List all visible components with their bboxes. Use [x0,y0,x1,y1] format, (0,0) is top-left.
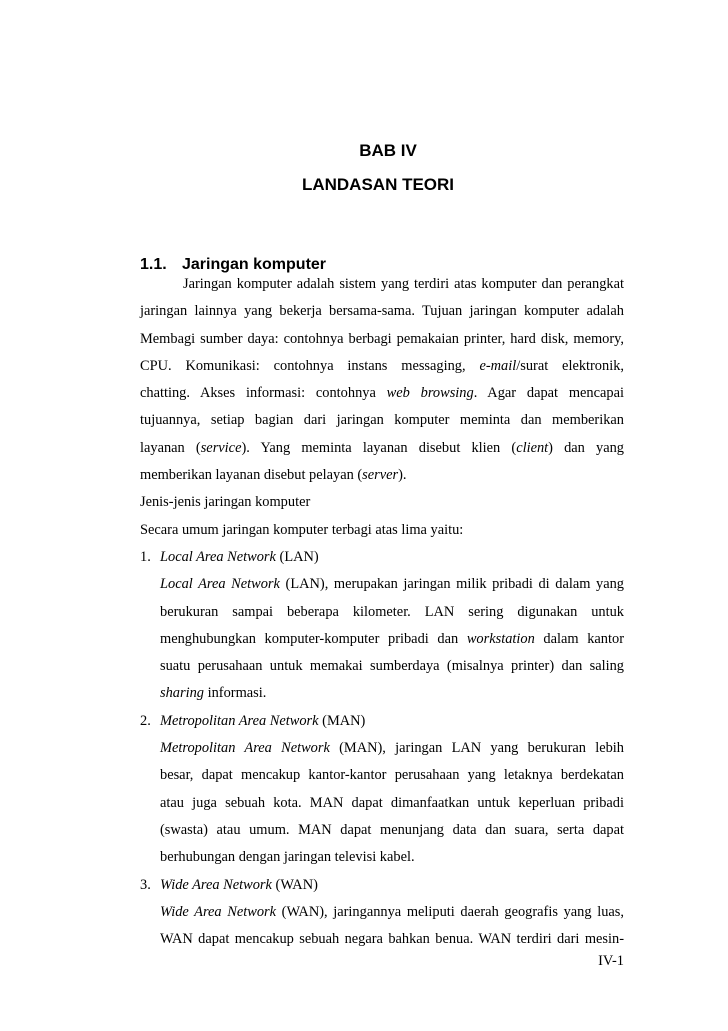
list-item-heading: 2. Metropolitan Area Network (MAN) [140,708,624,735]
section-title: Jaringan komputer [182,256,327,273]
paragraph-line: tujuannya, setiap bagian dari jaringan komputer meminta dan memberikan [140,412,624,429]
chapter-label: BAB IV [359,141,417,160]
list-item-body: Metropolitan Area Network (MAN), jaringan LAN yang berukuran lebih besar, dapat mencakup kantor-kantor perusahaan yang letaknya berdekatan atau juga sebuah kota. MAN dapat dimanfaatkan untuk keperluan pribadi (swasta) atau umum. MAN dapat menunjang data dan suara, serta dapat berhubungan dengan jaringan televisi kabel. [160,740,624,866]
paragraph-line: Jaringan komputer adalah sistem yang terdiri atas komputer dan perangkat [183,276,624,292]
paragraph-line: CPU. Komunikasi: contohnya instans messaging, e-mail/surat elektronik, [140,357,624,374]
list-item-heading: 3. Wide Area Network (WAN) [140,872,624,899]
paragraph-line: Membagi sumber daya: contohnya berbagi pemakaian printer, hard disk, memory, [140,330,624,347]
list-item-body: Wide Area Network (WAN), jaringannya meliputi daerah geografis yang luas, WAN dapat mencakup sebuah negara bahkan benua. WAN terdiri dari mesin- [160,903,624,948]
paragraph-line: chatting. Akses informasi: contohnya web browsing. Agar dapat mencapai [140,385,624,402]
list-marker: 3. [140,876,151,893]
body-text [140,271,624,953]
page-number: IV-1 [598,953,624,969]
paragraph-line: memberikan layanan disebut pelayan (server). [140,467,407,484]
list-marker: 2. [140,712,151,729]
types-intro: Secara umum jaringan komputer terbagi atas lima yaitu: [140,521,464,538]
list-marker: 1. [140,548,151,565]
chapter-title: LANDASAN TEORI [301,175,455,194]
list-item-heading: 1. Local Area Network (LAN) [140,544,624,571]
section-number: 1.1. [140,256,167,273]
list-item-body: Local Area Network (LAN), merupakan jaringan milik pribadi di dalam yang berukuran sampai beberapa kilometer. LAN sering digunakan untuk menghubungkan komputer-komputer pribadi dan workstation dalam kantor suatu perusahaan untuk memakai sumberdaya (misalnya printer) dan saling sharing informasi. [160,576,625,702]
types-heading: Jenis-jenis jaringan komputer [140,494,311,511]
paragraph-line: layanan (service). Yang meminta layanan disebut klien (client) dan yang [140,439,625,456]
paragraph-line: jaringan lainnya yang bekerja bersama-sama. Tujuan jaringan komputer adalah [140,303,624,320]
